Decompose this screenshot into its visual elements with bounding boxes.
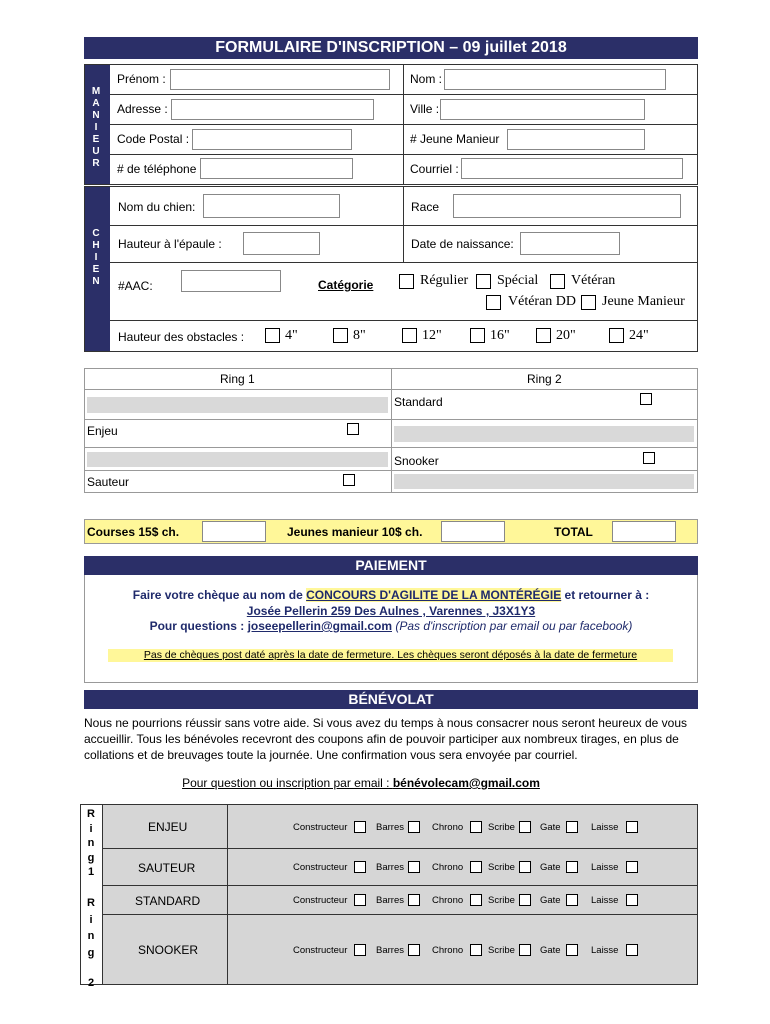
role-checkbox-gate[interactable] — [566, 861, 578, 873]
race-label: Race — [411, 200, 440, 214]
divider — [84, 419, 698, 420]
role-checkbox-laisse[interactable] — [626, 821, 638, 833]
role-checkbox-barres[interactable] — [408, 861, 420, 873]
role-checkbox-scribe[interactable] — [519, 894, 531, 906]
obstacle-20-label: 20" — [556, 328, 576, 343]
form-title-bar — [84, 37, 698, 59]
ring2-header: Ring 2 — [527, 372, 562, 386]
courses-label: Courses 15$ ch. — [87, 525, 180, 539]
veteran-dd-checkbox[interactable] — [486, 295, 501, 310]
standard-checkbox[interactable] — [640, 393, 652, 405]
role-checkbox-scribe[interactable] — [519, 821, 531, 833]
role-label: Laisse — [591, 862, 619, 873]
role-checkbox-constructeur[interactable] — [354, 821, 366, 833]
aac-label: #AAC: — [118, 279, 153, 293]
role-label: Gate — [540, 945, 561, 956]
nom-field[interactable] — [444, 69, 666, 90]
benevolat-contact — [84, 776, 638, 790]
ville-field[interactable] — [440, 99, 645, 120]
payee-name: CONCOURS D'AGILITE DE LA MONTÉRÉGIE — [306, 588, 562, 602]
divider — [84, 447, 698, 448]
role-label: Laisse — [591, 895, 619, 906]
obstacle-24-label: 24" — [629, 328, 649, 343]
role-label: Gate — [540, 862, 561, 873]
role-checkbox-chrono[interactable] — [470, 944, 482, 956]
role-checkbox-laisse[interactable] — [626, 944, 638, 956]
enjeu-checkbox[interactable] — [347, 423, 359, 435]
benevolat-paragraph: Nous ne pourrions réussir sans votre aide. Si vous avez du temps à nous consacrer nous seront heureux de vous accueillir. Tous les bénévoles recevront des coupons afin de pouvoir participer aux nombreux tirages, en plus de collations et de breuvages toute la journée. Une confirmation vous sera envoyée par courriel. — [84, 716, 687, 762]
paiement-note: (Pas d'inscription par email ou par facebook) — [392, 619, 633, 633]
role-checkbox-gate[interactable] — [566, 821, 578, 833]
snooker-label: Snooker — [394, 454, 439, 468]
contact-text: Pour question ou inscription par email : — [182, 776, 393, 790]
divider — [84, 389, 698, 390]
role-label: Scribe — [488, 895, 515, 906]
total-field[interactable] — [612, 521, 676, 542]
divider — [84, 470, 698, 471]
role-label: Barres — [376, 895, 404, 906]
form-title: FORMULAIRE D'INSCRIPTION – 09 juillet 2018 — [215, 39, 567, 56]
code-postal-label: Code Postal : — [117, 132, 190, 146]
veteran-dd-label: Vétéran DD — [508, 294, 577, 309]
enjeu-label: Enjeu — [87, 424, 118, 438]
code-postal-field[interactable] — [192, 129, 352, 150]
benevolat-header — [84, 690, 698, 709]
standard-label: Standard — [394, 395, 443, 409]
volunteer-row-snooker: SNOOKER — [138, 943, 199, 957]
ring2-filler — [394, 426, 694, 442]
paiement-title: PAIEMENT — [355, 557, 427, 573]
regulier-label: Régulier — [420, 273, 469, 288]
role-checkbox-laisse[interactable] — [626, 894, 638, 906]
divider — [391, 368, 392, 493]
role-checkbox-gate[interactable] — [566, 944, 578, 956]
sauteur-label: Sauteur — [87, 475, 130, 489]
paiement-line3 — [84, 619, 698, 633]
special-checkbox[interactable] — [476, 274, 491, 289]
divider — [102, 914, 698, 915]
role-label: Barres — [376, 862, 404, 873]
role-checkbox-chrono[interactable] — [470, 821, 482, 833]
divider — [403, 64, 404, 185]
role-label: Laisse — [591, 822, 619, 833]
role-checkbox-gate[interactable] — [566, 894, 578, 906]
role-checkbox-scribe[interactable] — [519, 944, 531, 956]
divider — [110, 320, 698, 321]
total-label: TOTAL — [554, 525, 593, 539]
nom-chien-label: Nom du chien: — [118, 200, 196, 214]
nom-label: Nom : — [410, 72, 443, 86]
adresse-label: Adresse : — [117, 102, 168, 116]
divider — [110, 225, 698, 226]
jeune-manieur-checkbox[interactable] — [581, 295, 596, 310]
prenom-field[interactable] — [170, 69, 390, 90]
courses-field[interactable] — [202, 521, 266, 542]
paiement-line1 — [84, 588, 698, 602]
role-label: Chrono — [432, 895, 464, 906]
ring2-filler — [394, 474, 694, 489]
obstacle-8-checkbox[interactable] — [333, 328, 348, 343]
role-checkbox-chrono[interactable] — [470, 861, 482, 873]
obstacles-label: Hauteur des obstacles : — [118, 330, 245, 344]
volunteer-row-sauteur: SAUTEUR — [138, 861, 196, 875]
role-checkbox-laisse[interactable] — [626, 861, 638, 873]
obstacle-16-label: 16" — [490, 328, 510, 343]
obstacle-24-checkbox[interactable] — [609, 328, 624, 343]
role-label: Scribe — [488, 822, 515, 833]
courriel-label: Courriel : — [410, 162, 459, 176]
ring1-vertical-label: R i n g 1 — [87, 808, 95, 878]
divider — [110, 262, 698, 263]
adresse-field[interactable] — [171, 99, 374, 120]
jeune-manieur-cat-label: Jeune Manieur — [602, 294, 685, 309]
jeune-manieur-label: # Jeune Manieur — [410, 132, 500, 146]
telephone-label: # de téléphone — [117, 162, 197, 176]
role-label: Gate — [540, 822, 561, 833]
divider — [102, 885, 698, 886]
manieur-side-label: M A N I E U R — [91, 86, 101, 169]
role-checkbox-constructeur[interactable] — [354, 861, 366, 873]
special-label: Spécial — [497, 273, 539, 288]
paiement-header — [84, 556, 698, 575]
regulier-checkbox[interactable] — [399, 274, 414, 289]
role-checkbox-constructeur[interactable] — [354, 894, 366, 906]
role-label: Chrono — [432, 862, 464, 873]
obstacle-16-checkbox[interactable] — [470, 328, 485, 343]
divider — [227, 804, 228, 985]
volunteer-row-standard: STANDARD — [135, 894, 201, 908]
contact-email-link[interactable]: joseepellerin@gmail.com — [247, 619, 392, 633]
prenom-label: Prénom : — [117, 72, 166, 86]
role-checkbox-constructeur[interactable] — [354, 944, 366, 956]
role-label: Constructeur — [293, 862, 348, 873]
role-label: Constructeur — [293, 945, 348, 956]
jeunes-field[interactable] — [441, 521, 505, 542]
jeune-manieur-field[interactable] — [507, 129, 645, 150]
courriel-field[interactable] — [461, 158, 683, 179]
obstacle-12-checkbox[interactable] — [402, 328, 417, 343]
role-checkbox-chrono[interactable] — [470, 894, 482, 906]
role-checkbox-barres[interactable] — [408, 944, 420, 956]
obstacle-12-label: 12" — [422, 328, 442, 343]
nom-chien-field[interactable] — [203, 194, 340, 218]
ville-label: Ville : — [410, 102, 440, 116]
hauteur-epaule-label: Hauteur à l'épaule : — [118, 237, 222, 251]
divider — [102, 848, 698, 849]
benevolat-title: BÉNÉVOLAT — [348, 691, 434, 707]
veteran-checkbox[interactable] — [550, 274, 565, 289]
categorie-label: Catégorie — [318, 278, 374, 292]
divider — [110, 154, 698, 155]
ring1-filler — [87, 452, 388, 467]
paiement-text: Faire votre chèque au nom de — [132, 588, 307, 602]
paiement-text: Pour questions : — [149, 619, 248, 633]
obstacle-8-label: 8" — [353, 328, 366, 343]
role-label: Gate — [540, 895, 561, 906]
obstacle-20-checkbox[interactable] — [536, 328, 551, 343]
obstacle-4-checkbox[interactable] — [265, 328, 280, 343]
role-label: Laisse — [591, 945, 619, 956]
ring1-header: Ring 1 — [220, 372, 255, 386]
role-label: Scribe — [488, 862, 515, 873]
role-label: Scribe — [488, 945, 515, 956]
race-field[interactable] — [453, 194, 681, 218]
role-label: Chrono — [432, 945, 464, 956]
ring1-filler — [87, 397, 388, 413]
date-naissance-field[interactable] — [520, 232, 620, 255]
role-label: Constructeur — [293, 895, 348, 906]
hauteur-epaule-field[interactable] — [243, 232, 320, 255]
sauteur-checkbox[interactable] — [343, 474, 355, 486]
divider — [102, 804, 103, 985]
snooker-checkbox[interactable] — [643, 452, 655, 464]
divider — [110, 124, 698, 125]
volunteer-row-enjeu: ENJEU — [148, 820, 188, 834]
obstacle-4-label: 4" — [285, 328, 298, 343]
telephone-field[interactable] — [200, 158, 353, 179]
role-checkbox-scribe[interactable] — [519, 861, 531, 873]
paiement-warning — [108, 649, 673, 662]
paiement-line2 — [84, 604, 698, 618]
role-label: Barres — [376, 945, 404, 956]
role-label: Chrono — [432, 822, 464, 833]
warning-text: Pas de chèques post daté après la date de fermeture. Les chèques seront déposés à la date de fermeture — [143, 649, 638, 661]
jeunes-label: Jeunes manieur 10$ ch. — [287, 525, 423, 539]
role-checkbox-barres[interactable] — [408, 821, 420, 833]
mailing-address: Josée Pellerin 259 Des Aulnes , Varennes , J3X1Y3 — [246, 604, 536, 618]
veteran-label: Vétéran — [571, 273, 616, 288]
role-label: Constructeur — [293, 822, 348, 833]
divider — [403, 186, 404, 262]
role-checkbox-barres[interactable] — [408, 894, 420, 906]
aac-field[interactable] — [181, 270, 281, 292]
divider — [110, 94, 698, 95]
chien-side-label: C H I E N — [92, 228, 100, 287]
role-label: Barres — [376, 822, 404, 833]
paiement-text: et retourner à : — [561, 588, 650, 602]
ring2-vertical-label: R i n g 2 — [87, 897, 95, 989]
benevole-email-link[interactable]: bénévolecam@gmail.com — [392, 776, 540, 790]
date-naissance-label: Date de naissance: — [411, 237, 514, 251]
